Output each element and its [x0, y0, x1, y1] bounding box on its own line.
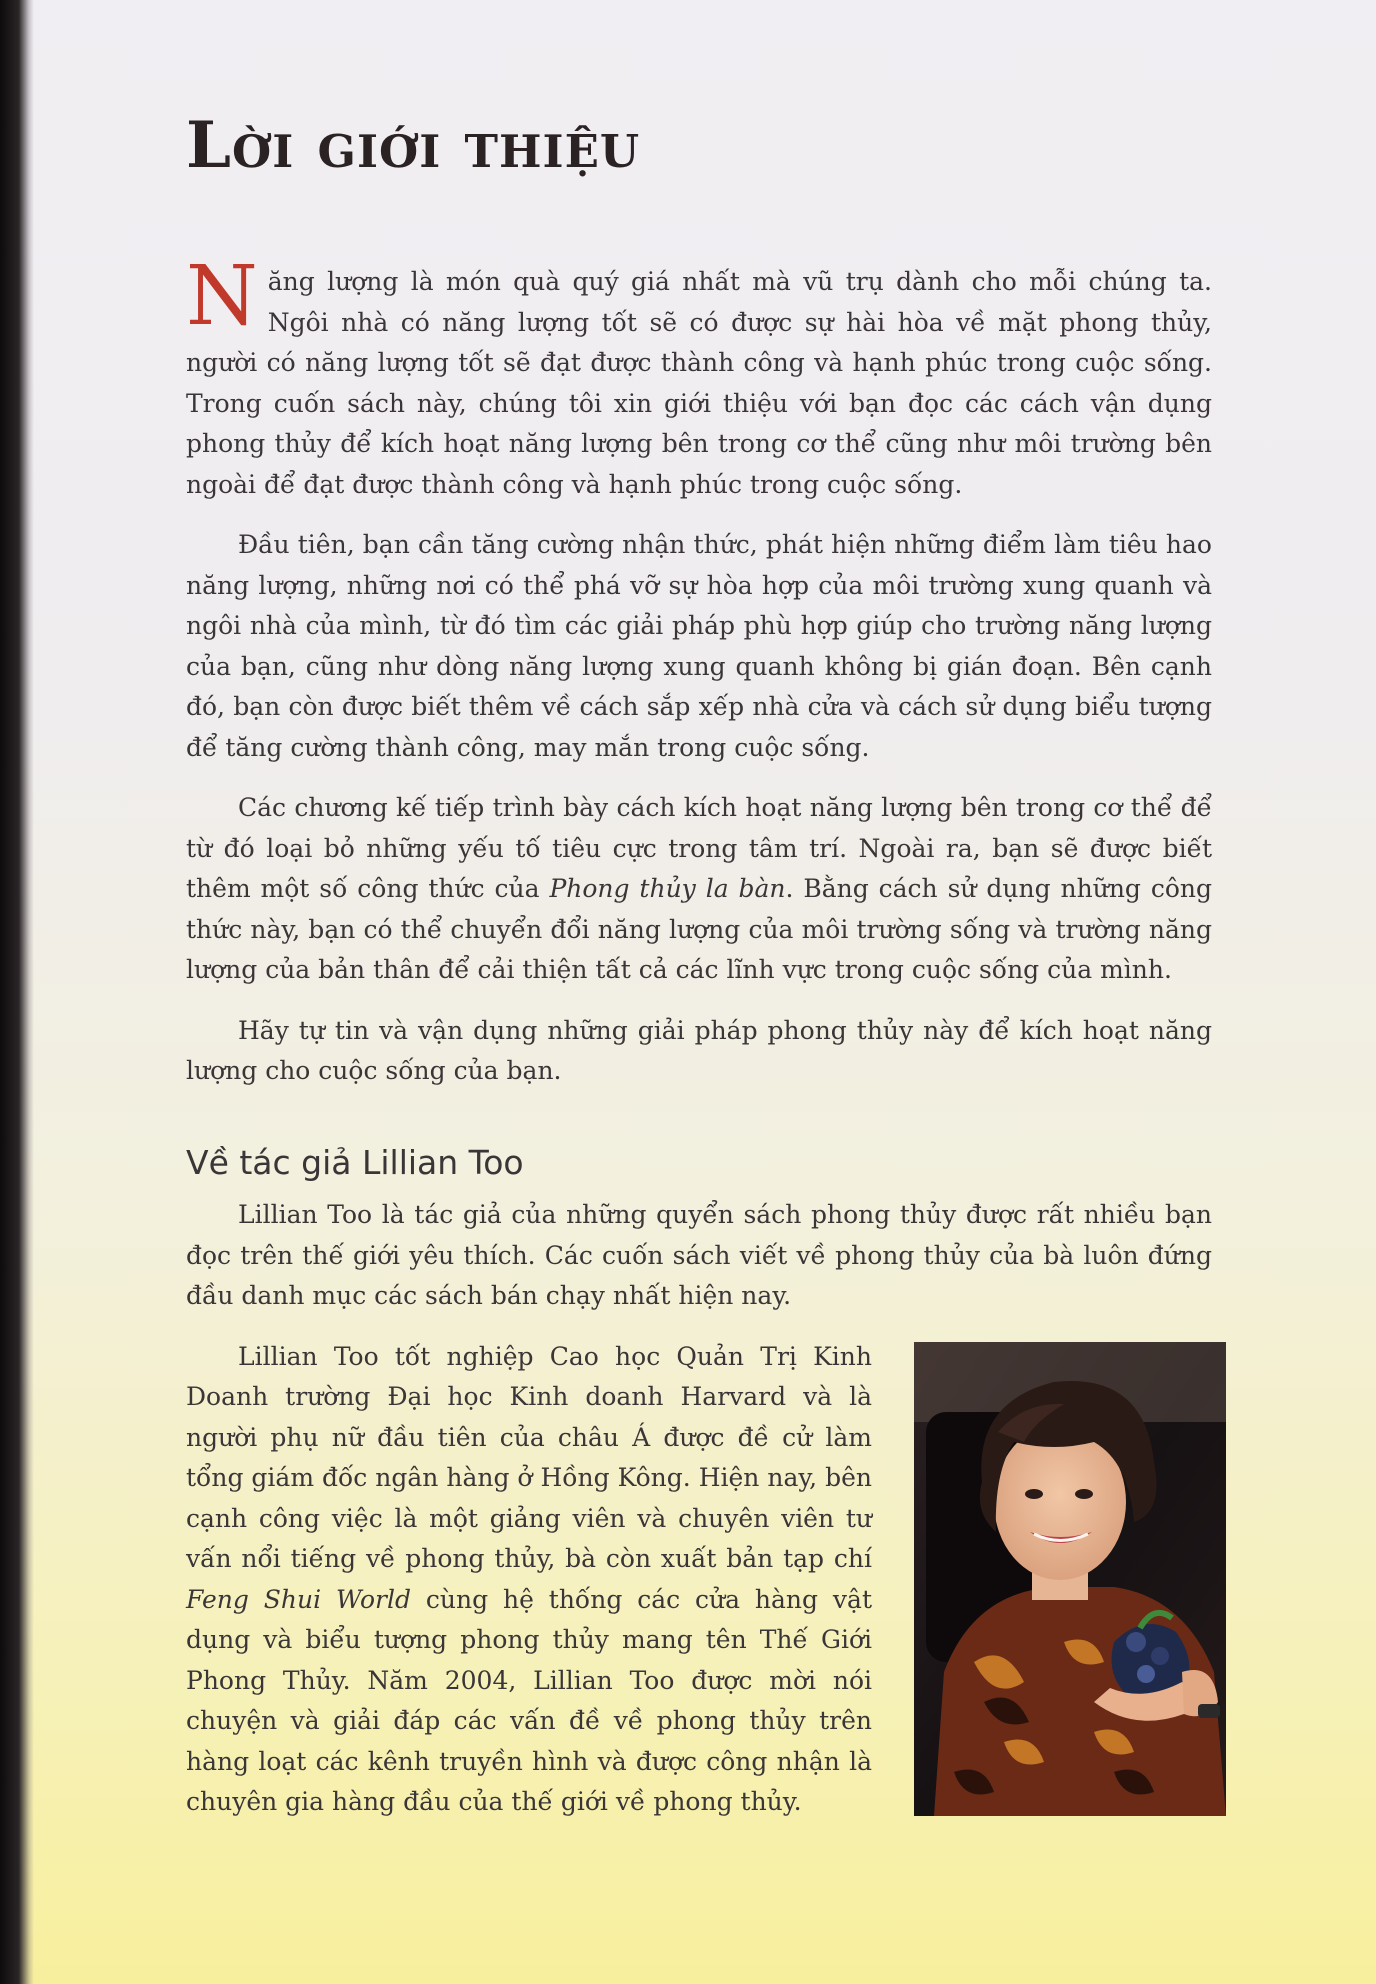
author-photo: [914, 1342, 1226, 1816]
author-paragraph-1: Lillian Too là tác giả của những quyển sách phong thủy được rất nhiều bạn đọc trên thế giới yêu thích. Các cuốn sách viết về phong thủy của bà luôn đứng đầu danh mục các sách bán chạy nhất hiện nay.: [186, 1200, 1212, 1310]
intro-paragraph-4: Hãy tự tin và vận dụng những giải pháp phong thủy này để kích hoạt năng lượng cho cuộc sống của bạn.: [186, 1015, 1212, 1085]
drop-cap: N: [186, 249, 258, 344]
author-paragraph-2-text-b: cùng hệ thống các cửa hàng vật dụng và biểu tượng phong thủy mang tên Thế Giới Phong Thủy. Năm 2004, Lillian Too được mời nói chuyện và giải đáp các vấn đề về phong thủy trên hàng loạt các kênh truyền hình và được công nhận là chuyên gia hàng đầu của thế giới về phong thủy.: [186, 1584, 872, 1816]
book-spine-shadow: [0, 0, 34, 1984]
intro-paragraph-1-text: ăng lượng là món quà quý giá nhất mà vũ trụ dành cho mỗi chúng ta. Ngôi nhà có năng lượng tốt sẽ có được sự hài hòa về mặt phong thủy, người có năng lượng tốt sẽ đạt được thành công và hạnh phúc trong cuộc sống. Trong cuốn sách này, chúng tôi xin giới thiệu với bạn đọc các cách vận dụng phong thủy để kích hoạt năng lượng bên trong cơ thể cũng như môi trường bên ngoài để đạt được thành công và hạnh phúc trong cuộc sống.: [186, 267, 1212, 499]
intro-paragraph-2: Đầu tiên, bạn cần tăng cường nhận thức, phát hiện những điểm làm tiêu hao năng lượng, những nơi có thể phá vỡ sự hòa hợp của môi trường xung quanh và ngôi nhà của mình, từ đó tìm các giải pháp phù hợp giúp cho trường năng lượng của bạn, cũng như dòng năng lượng xung quanh không bị gián đoạn. Bên cạnh đó, bạn còn được biết thêm về cách sắp xếp nhà cửa và cách sử dụng biểu tượng để tăng cường thành công, may mắn trong cuộc sống.: [186, 530, 1212, 762]
book-reference: Phong thủy la bàn: [549, 874, 786, 903]
author-paragraph-2-text-a: Lillian Too tốt nghiệp Cao học Quản Trị Kinh Doanh trường Đại học Kinh doanh Harvard và là người phụ nữ đầu tiên của châu Á được đề cử làm tổng giám đốc ngân hàng ở Hồng Kông. Hiện nay, bên cạnh công việc là một giảng viên và chuyên viên tư vấn nổi tiếng về phong thủy, bà còn xuất bản tạp chí: [186, 1341, 872, 1573]
author-heading: Về tác giả Lillian Too: [186, 1143, 524, 1182]
intro-paragraph-3: [186, 788, 1212, 991]
author-portrait-illustration: [914, 1342, 1226, 1816]
intro-paragraph-1: [186, 249, 1212, 505]
intro-paragraph-3-text-b: . Bằng cách sử dụng những công thức này, bạn có thể chuyển đổi năng lượng của môi trường sống và trường năng lượng của bản thân để cải thiện tất cả các lĩnh vực trong cuộc sống của mình.: [186, 874, 1212, 984]
intro-paragraph-3-text-a: Các chương kế tiếp trình bày cách kích hoạt năng lượng bên trong cơ thể để từ đó loại bỏ những yếu tố tiêu cực trong tâm trí. Ngoài ra, bạn sẽ được biết thêm một số công thức của: [186, 793, 1212, 903]
magazine-reference: Feng Shui World: [186, 1584, 411, 1614]
intro-section: [186, 249, 1212, 1112]
author-paragraph-2: [186, 1337, 872, 1823]
page-title: Lời giới thiệu: [186, 108, 641, 183]
